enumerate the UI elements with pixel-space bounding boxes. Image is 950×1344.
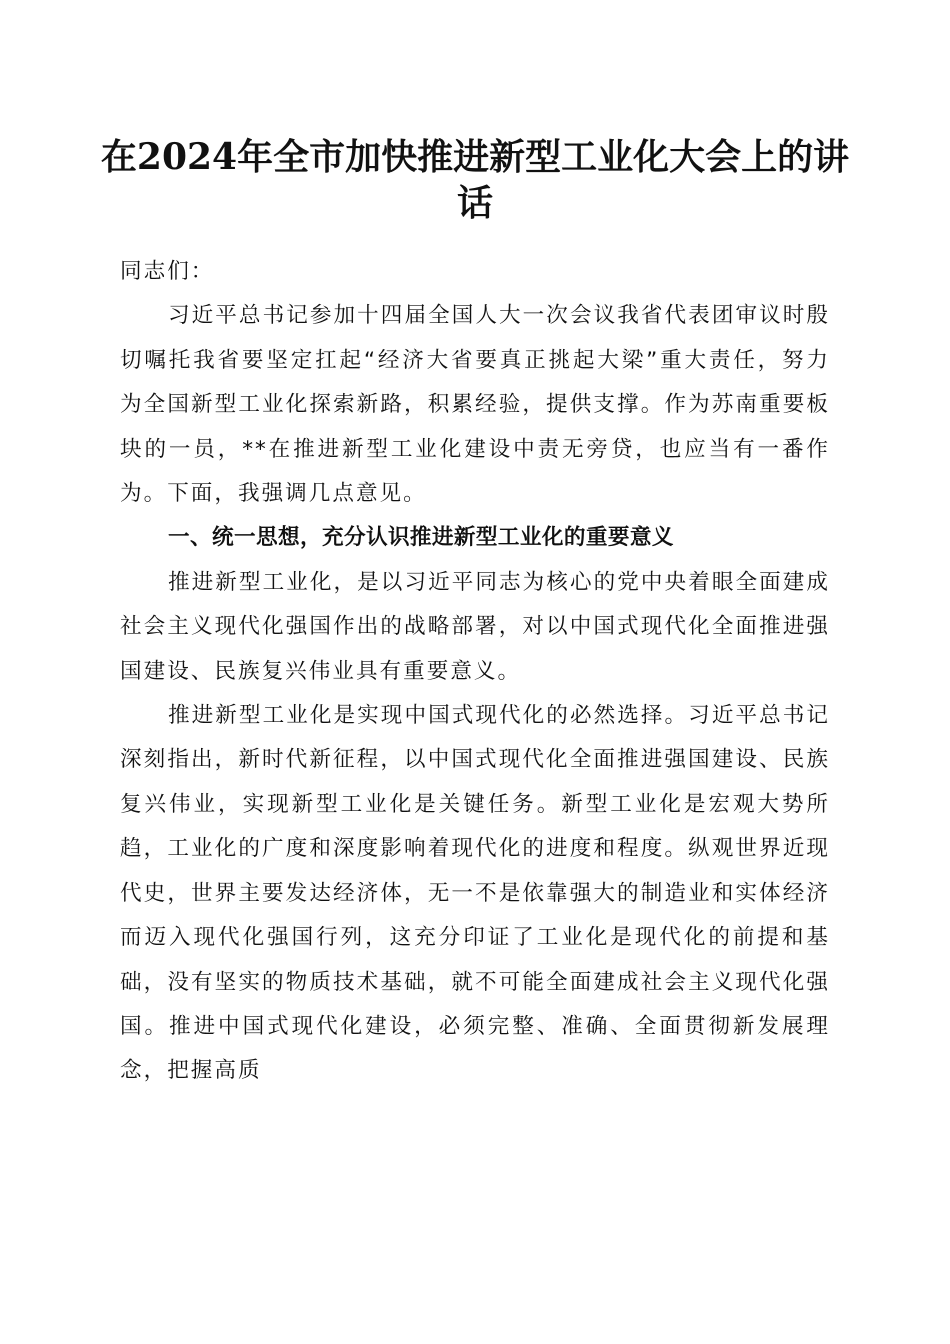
document-title: 在2024年全市加快推进新型工业化大会上的讲话 bbox=[100, 136, 850, 224]
section-paragraph-1: 推进新型工业化，是以习近平同志为核心的党中央着眼全面建成社会主义现代化强国作出的战略部署，对以中国式现代化全面推进强国建设、民族复兴伟业具有重要意义。 bbox=[120, 569, 830, 684]
section-heading: 一、统一思想，充分认识推进新型工业化的重要意义 bbox=[168, 525, 674, 551]
salutation: 同志们： bbox=[120, 259, 215, 284]
section-paragraph-2: 推进新型工业化是实现中国式现代化的必然选择。习近平总书记深刻指出，新时代新征程，以中国式现代化全面推进强国建设、民族复兴伟业，实现新型工业化是关键任务。新型工业化是宏观大势所趋，工业化的广度和深度影响着现代化的进度和程度。纵观世界近现代史，世界主要发达经济体，无一不是依靠强大的制造业和实体经济而迈入现代化强国行列，这充分印证了工业化是现代化的前提和基础，没有坚实的物质技术基础，就不可能全面建成社会主义现代化强国。推进中国式现代化建设，必须完整、准确、全面贯彻新发展理念，把握高质 bbox=[120, 703, 830, 1084]
document-body bbox=[120, 250, 830, 1094]
intro-paragraph: 习近平总书记参加十四届全国人大一次会议我省代表团审议时殷切嘱托我省要坚定扛起“经济大省要真正挑起大梁”重大责任，努力为全国新型工业化探索新路，积累经验，提供支撑。作为苏南重要板块的一员，**在推进新型工业化建设中责无旁贷，也应当有一番作为。下面，我强调几点意见。 bbox=[120, 303, 830, 507]
